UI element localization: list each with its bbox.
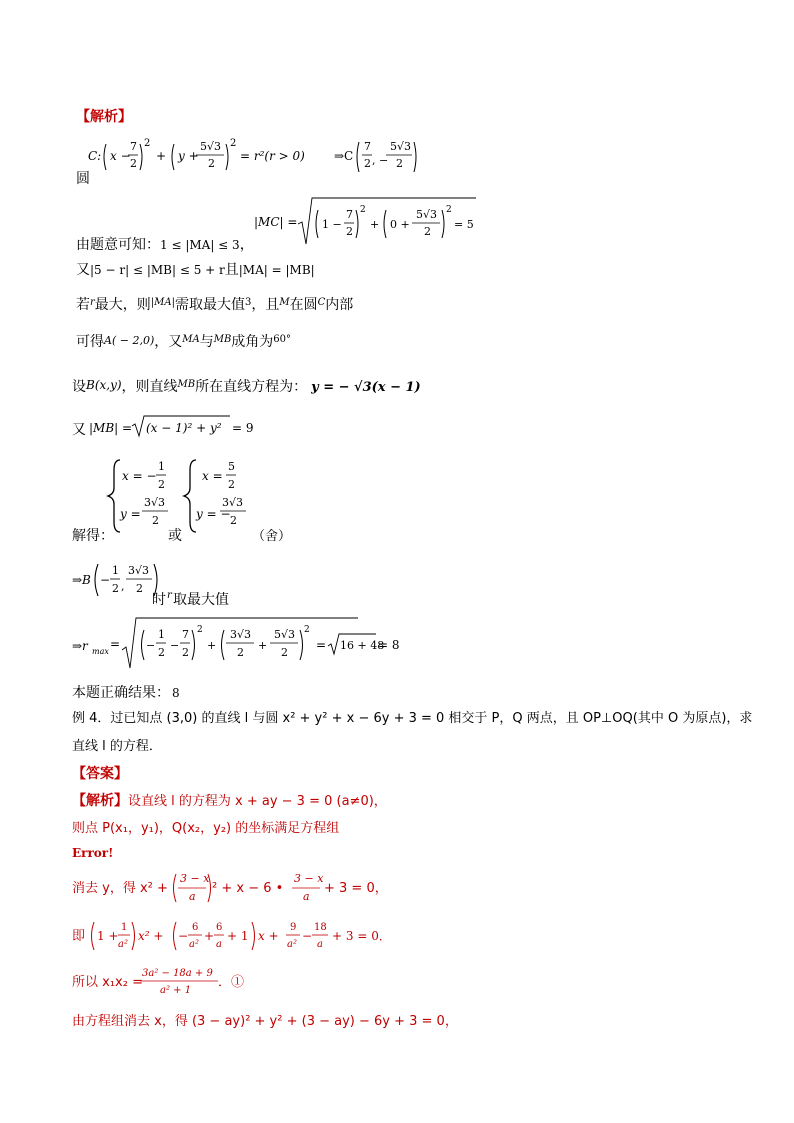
svg-text:−: − [100, 573, 111, 587]
svg-text:a: a [303, 890, 310, 903]
svg-text:6: 6 [192, 922, 199, 933]
svg-text:2: 2 [396, 157, 403, 170]
svg-text:a² + 1: a² + 1 [160, 985, 192, 996]
svg-text:|MC| =: |MC| = [254, 215, 298, 229]
svg-text:= 9: = 9 [232, 421, 254, 435]
svg-text:1: 1 [158, 460, 165, 473]
svg-text:5√3: 5√3 [274, 628, 296, 641]
svg-text:2: 2 [230, 514, 237, 527]
eliminate-y-equation [72, 866, 392, 910]
svg-text:3√3: 3√3 [222, 496, 244, 509]
svg-text:2: 2 [112, 582, 119, 595]
svg-text:又: 又 [72, 422, 86, 438]
svg-text:2: 2 [152, 514, 159, 527]
svg-text:a²: a² [189, 939, 199, 950]
svg-text:1: 1 [112, 564, 119, 577]
svg-text:7: 7 [182, 628, 189, 641]
svg-text:7: 7 [130, 140, 137, 153]
product-equation [72, 960, 332, 1004]
solution-system [72, 454, 372, 550]
svg-text:⇒r: ⇒r [72, 639, 88, 653]
svg-text:⇒C: ⇒C [334, 149, 354, 163]
example4-text-line2: 直线 l 的方程． [72, 739, 162, 754]
svg-text:2: 2 [364, 157, 371, 170]
svg-text:2: 2 [158, 478, 165, 491]
svg-text:a: a [317, 939, 323, 950]
svg-text:3√3: 3√3 [144, 496, 166, 509]
svg-text:消去 y，得 x² +: 消去 y，得 x² + [72, 881, 168, 896]
svg-text:2: 2 [424, 225, 431, 238]
example4-text-line1: 例 4．过已知点 (3,0) 的直线 l 与圆 x² + y² + x − 6y + 3 = 0 相交于 P，Q 两点，且 OP⊥OQ(其中 O 为原点)，求 [72, 711, 753, 726]
circle-equation [72, 130, 432, 186]
svg-text:16 + 48: 16 + 48 [340, 639, 385, 652]
svg-text:2: 2 [208, 157, 215, 170]
svg-text:a²: a² [287, 939, 297, 950]
eliminate-x-line: 由方程组消去 x，得 (3 − ay)² + y² + (3 − ay) − 6y + 3 = 0， [72, 1014, 458, 1029]
svg-text:x² +: x² + [138, 929, 164, 943]
svg-text:−: − [170, 639, 180, 652]
svg-text:解得：: 解得： [72, 528, 114, 544]
svg-text:y =: y = [120, 507, 141, 521]
svg-text:2: 2 [130, 157, 137, 170]
svg-text:5√3: 5√3 [390, 140, 412, 153]
svg-text:² + x − 6 •: ² + x − 6 • [212, 881, 284, 896]
svg-text:2: 2 [304, 625, 310, 635]
correct-result: 本题正确结果： 8 [72, 685, 180, 701]
svg-text:．①: ．① [218, 975, 245, 990]
if-r-max-line: 若$^r$最大，则$^{|MA|}$需取最大值$^3$，且$^M$在圆$^C$内部 [76, 297, 354, 313]
svg-text:取最大值: 取最大值 [173, 592, 229, 608]
svg-text:+: + [258, 639, 268, 652]
svg-text:2: 2 [230, 138, 237, 149]
svg-text:⇒B: ⇒B [72, 573, 91, 587]
svg-text:, −: , − [372, 154, 389, 167]
svg-text:2: 2 [281, 646, 288, 659]
ie-equation [72, 914, 392, 958]
eq-c: C: [88, 149, 102, 163]
svg-text:+ 3 = 0．: + 3 = 0． [332, 929, 391, 943]
svg-text:3 − x: 3 − x [180, 872, 210, 885]
svg-text:0 +: 0 + [390, 218, 410, 231]
svg-text:x −: x − [110, 149, 131, 163]
svg-text:,: , [121, 580, 125, 593]
svg-text:a: a [189, 890, 196, 903]
point-b-result [72, 556, 272, 610]
svg-text:(x − 1)² + y²: (x − 1)² + y² [146, 421, 222, 435]
svg-text:y = −: y = − [196, 507, 231, 521]
analysis2-line: 【解析】设直线 l 的方程为 x + ay − 3 = 0 (a≠0)， [72, 793, 387, 809]
svg-text:（舍）: （舍） [252, 529, 292, 544]
analysis-heading: 【解析】 [76, 109, 132, 125]
svg-text:2: 2 [228, 478, 235, 491]
svg-text:1 +: 1 + [97, 929, 119, 943]
svg-text:+: + [156, 149, 167, 163]
svg-text:x +: x + [258, 929, 279, 943]
set-point-b-line: 设B(x,y)，则直线$^{MB}$所在直线方程为： y = − √3(x − 1) [72, 378, 421, 395]
svg-text:a²: a² [118, 939, 128, 950]
svg-text:3a² − 18a + 9: 3a² − 18a + 9 [142, 968, 213, 979]
svg-text:+ 1: + 1 [227, 929, 249, 943]
svg-text:3√3: 3√3 [230, 628, 252, 641]
svg-text:2: 2 [144, 138, 151, 149]
svg-text:9: 9 [290, 922, 297, 933]
svg-text:2: 2 [197, 625, 203, 635]
svg-text:max: max [92, 647, 109, 656]
svg-text:2: 2 [237, 646, 244, 659]
svg-text:=: = [110, 637, 121, 651]
svg-text:7: 7 [346, 208, 353, 221]
svg-text:1 −: 1 − [322, 218, 342, 231]
svg-text:6: 6 [216, 922, 223, 933]
svg-text:+ 3 = 0，: + 3 = 0， [324, 881, 388, 896]
mb-equation [72, 412, 312, 442]
circle-label: 圆 [76, 171, 90, 187]
svg-text:= 8: = 8 [378, 638, 400, 652]
rmax-equation [72, 614, 412, 672]
svg-text:1: 1 [121, 922, 128, 933]
error-text: Error! [72, 846, 114, 860]
svg-text:y +: y + [178, 149, 199, 163]
svg-text:2: 2 [360, 205, 366, 215]
svg-text:即: 即 [72, 929, 86, 944]
svg-text:x = −: x = − [122, 469, 157, 483]
also-condition: 又|5 − r| ≤ |MB| ≤ 5 + r且|MA| = |MB| [76, 262, 315, 278]
svg-text:r: r [167, 590, 172, 601]
svg-text:1: 1 [158, 628, 165, 641]
svg-text:2: 2 [182, 646, 189, 659]
svg-text:时: 时 [152, 592, 166, 608]
svg-text:+: + [204, 929, 215, 943]
svg-text:18: 18 [314, 922, 327, 933]
svg-text:+: + [370, 218, 380, 231]
svg-text:a: a [216, 939, 222, 950]
answer-heading: 【答案】 [72, 766, 128, 782]
known-condition: 由题意可知：1 ≤ |MA| ≤ 3， [76, 237, 254, 253]
svg-text:5√3: 5√3 [200, 140, 222, 153]
svg-text:−: − [146, 639, 156, 652]
svg-text:或: 或 [168, 528, 182, 544]
mc-equation [250, 196, 490, 250]
svg-text:= 5: = 5 [454, 218, 474, 231]
svg-text:= r²(r > 0): = r²(r > 0) [240, 149, 305, 163]
svg-text:7: 7 [364, 140, 371, 153]
svg-text:x =: x = [202, 469, 223, 483]
svg-text:所以 x₁x₂ =: 所以 x₁x₂ = [72, 975, 143, 990]
svg-text:2: 2 [346, 225, 353, 238]
svg-text:5√3: 5√3 [416, 208, 438, 221]
svg-text:|MB| =: |MB| = [89, 421, 133, 435]
svg-text:=: = [316, 638, 327, 652]
svg-text:3 − x: 3 − x [294, 872, 324, 885]
svg-text:+: + [207, 639, 217, 652]
svg-text:2: 2 [136, 582, 143, 595]
points-system-line: 则点 P(x₁，y₁)，Q(x₂，y₂) 的坐标满足方程组 [72, 821, 340, 836]
svg-text:5: 5 [228, 460, 235, 473]
svg-text:2: 2 [158, 646, 165, 659]
svg-text:2: 2 [446, 205, 452, 215]
svg-text:3√3: 3√3 [128, 564, 150, 577]
svg-text:−: − [302, 929, 313, 943]
svg-text:−: − [178, 929, 189, 943]
get-point-a-line: 可得A( − 2,0)，又$^{MA}$与$^{MB}$成角为$^{60^\circ}$ [76, 334, 292, 350]
